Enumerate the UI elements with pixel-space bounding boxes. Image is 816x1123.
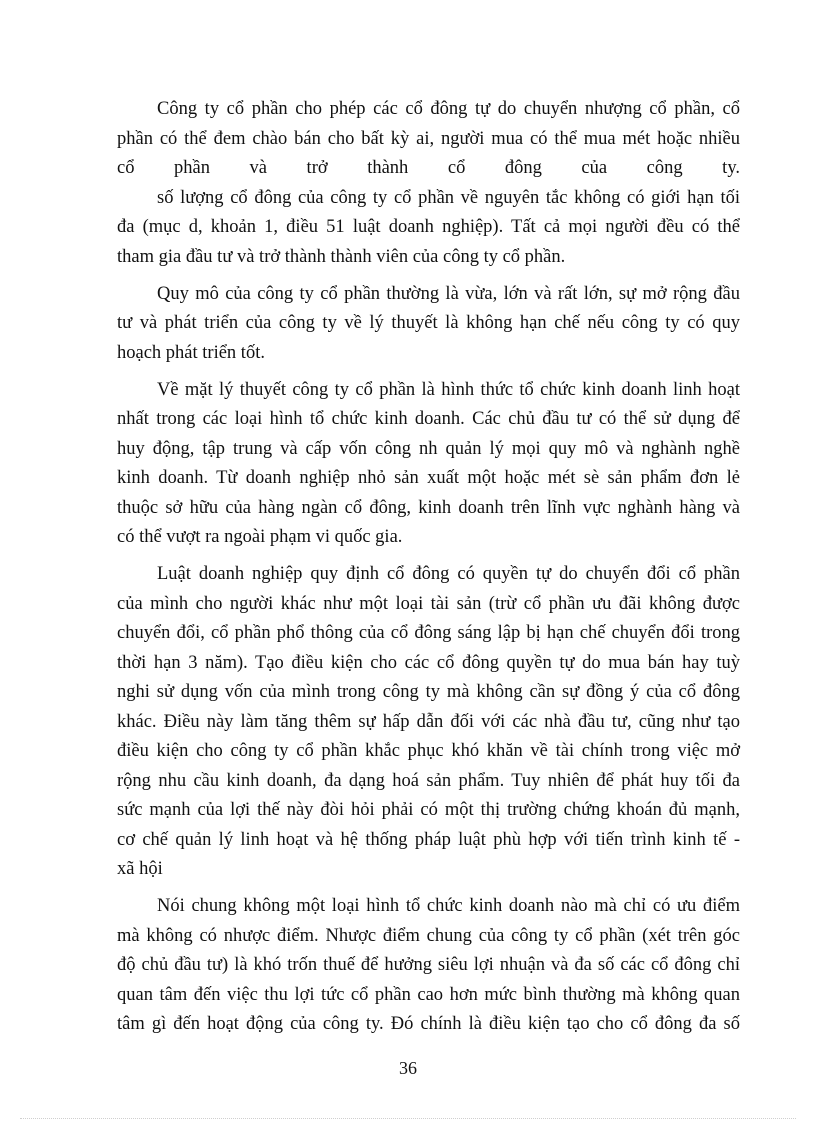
paragraph-line: hoạch phát triển tốt. (117, 342, 265, 363)
paragraph-line: Về mặt lý thuyết công ty cổ phần là hình thức tổ chức kinh doanh linh hoạt (157, 379, 740, 400)
paragraph-law (117, 560, 740, 885)
paragraph-line: chuyển đổi, cổ phần phổ thông của cổ đông sáng lập bị hạn chế chuyển đổi trong (117, 623, 740, 643)
paragraph-line: thời hạn 3 năm). Tạo điều kiện cho các cổ đông quyền tự do mua bán hay tuỳ (117, 652, 740, 673)
paragraph-line: nhất trong các loại hình tổ chức kinh doanh. Các chủ đầu tư có thể sử dụng để (117, 409, 740, 429)
paragraph-line: Luật doanh nghiệp quy định cổ đông có quyền tự do chuyển đổi cổ phần (157, 564, 740, 584)
paragraph-line: phần có thể đem chào bán cho bất kỳ ai, người mua có thể mua mét hoặc nhiều (117, 128, 740, 149)
paragraph-line: của mình cho người khác như một loại tài sản (trừ cổ phần ưu đãi không được (117, 593, 740, 614)
paragraph-line: tham gia đầu tư và trở thành thành viên của công ty cổ phần. (117, 246, 566, 267)
paragraph-line: điều kiện cho công ty cổ phần khắc phục khó khăn về tài chính trong việc mở (117, 741, 740, 761)
page-bottom-divider (20, 1118, 796, 1119)
paragraph-line: khác. Điều này làm tăng thêm sự hấp dẫn đối với các nhà đầu tư, cũng như tạo (117, 711, 740, 732)
paragraph-line: cơ chế quản lý linh hoạt và hệ thống pháp luật phù hợp với tiến trình kinh tế - (117, 829, 740, 850)
paragraph-line: thuộc sở hữu của hàng ngàn cổ đông, kinh doanh trên lĩnh vực nghành hàng và (117, 497, 740, 518)
paragraph-disadvantages (117, 892, 740, 1040)
paragraph-line: quan tâm đến việc thu lợi tức cổ phần cao hơn mức bình thường mà không quan (117, 984, 740, 1005)
paragraph-line: mà không có nhược điểm. Nhược điểm chung của công ty cổ phần (xét trên góc (117, 925, 740, 946)
paragraph-line: tâm gì đến hoạt động của công ty. Đó chính là điều kiện tạo cho cổ đông đa số (117, 1014, 740, 1034)
paragraph-line: đa (mục d, khoản 1, điều 51 luật doanh nghiệp). Tất cả mọi người đều có thể (117, 217, 740, 237)
paragraph-line: sức mạnh của lợi thế này đòi hỏi phải có một thị trường chứng khoán đủ mạnh, (117, 800, 740, 820)
paragraph-line: xã hội (117, 859, 163, 879)
paragraph-transfer-shares (117, 95, 740, 272)
paragraph-scale (117, 280, 740, 369)
body-text (117, 95, 740, 1047)
paragraph-line: số lượng cổ đông của công ty cổ phần về nguyên tắc không có giới hạn tối (157, 187, 740, 208)
paragraph-line: kinh doanh. Từ doanh nghiệp nhỏ sản xuất một hoặc mét sè sản phẩm đơn lẻ (117, 468, 740, 488)
paragraph-line: nghi sử dụng vốn của mình trong công ty mà không cần sự đồng ý của cổ đông (117, 682, 740, 702)
paragraph-line: rộng nhu cầu kinh doanh, đa dạng hoá sản phẩm. Tuy nhiên để phát huy tối đa (117, 770, 740, 791)
paragraph-line: cổ phần và trở thành cổ đông của công ty. (117, 158, 740, 178)
paragraph-line: Nói chung không một loại hình tổ chức kinh doanh nào mà chỉ có ưu điểm (157, 896, 740, 916)
paragraph-line: huy động, tập trung và cấp vốn công nh quản lý mọi quy mô và nghành nghề (117, 438, 740, 459)
paragraph-line: tư và phát triển của công ty về lý thuyết là không hạn chế nếu công ty có quy (117, 313, 740, 333)
paragraph-line: có thể vượt ra ngoài phạm vi quốc gia. (117, 527, 403, 547)
page-number: 36 (399, 1058, 417, 1078)
paragraph-line: Công ty cổ phần cho phép các cổ đông tự do chuyển nhượng cổ phần, cổ (157, 99, 740, 119)
paragraph-flexibility (117, 376, 740, 553)
paragraph-line: độ chủ đầu tư) là khó trốn thuế để hưởng siêu lợi nhuận và đa số các cổ đông chỉ (117, 955, 740, 975)
paragraph-line: Quy mô của công ty cổ phần thường là vừa, lớn và rất lớn, sự mở rộng đầu (157, 283, 740, 304)
